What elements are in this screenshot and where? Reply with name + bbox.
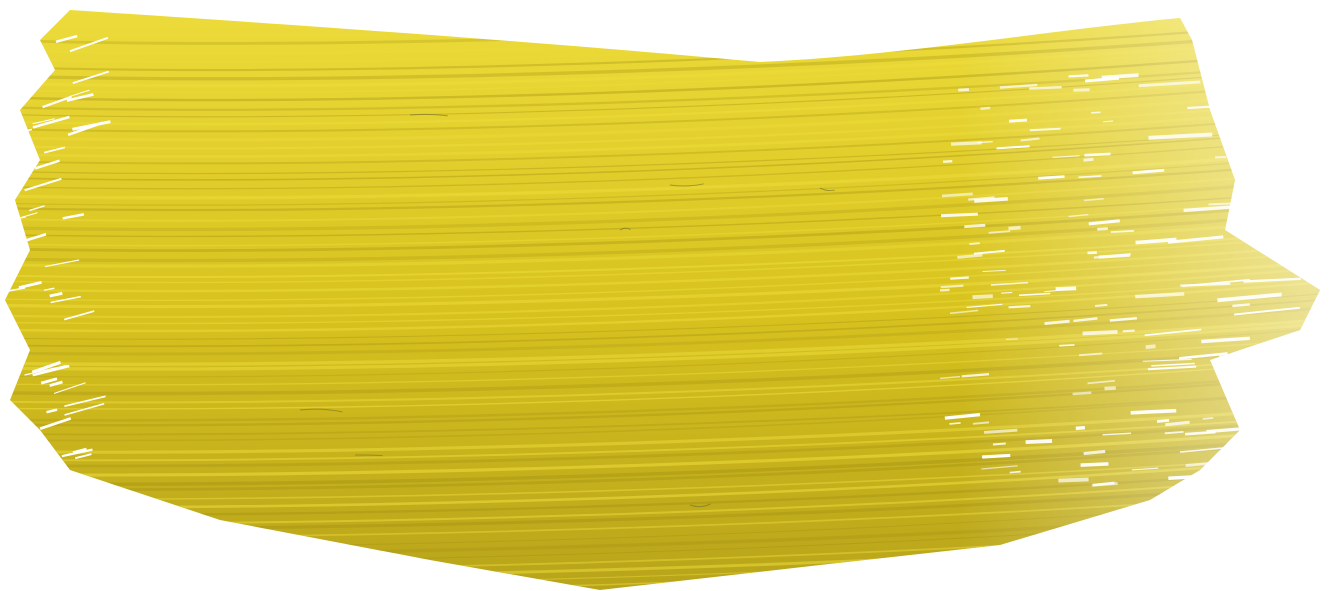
dry-gap xyxy=(1262,241,1300,245)
dry-gap xyxy=(1227,86,1281,90)
dry-gap xyxy=(1264,340,1296,346)
dry-gap xyxy=(1242,455,1253,459)
dry-gap xyxy=(1250,429,1315,438)
dry-gap xyxy=(1246,72,1311,78)
dry-gap xyxy=(1239,224,1269,228)
edge-gap xyxy=(5,439,43,448)
dry-gap xyxy=(1263,346,1298,351)
dry-gap xyxy=(1233,122,1255,127)
